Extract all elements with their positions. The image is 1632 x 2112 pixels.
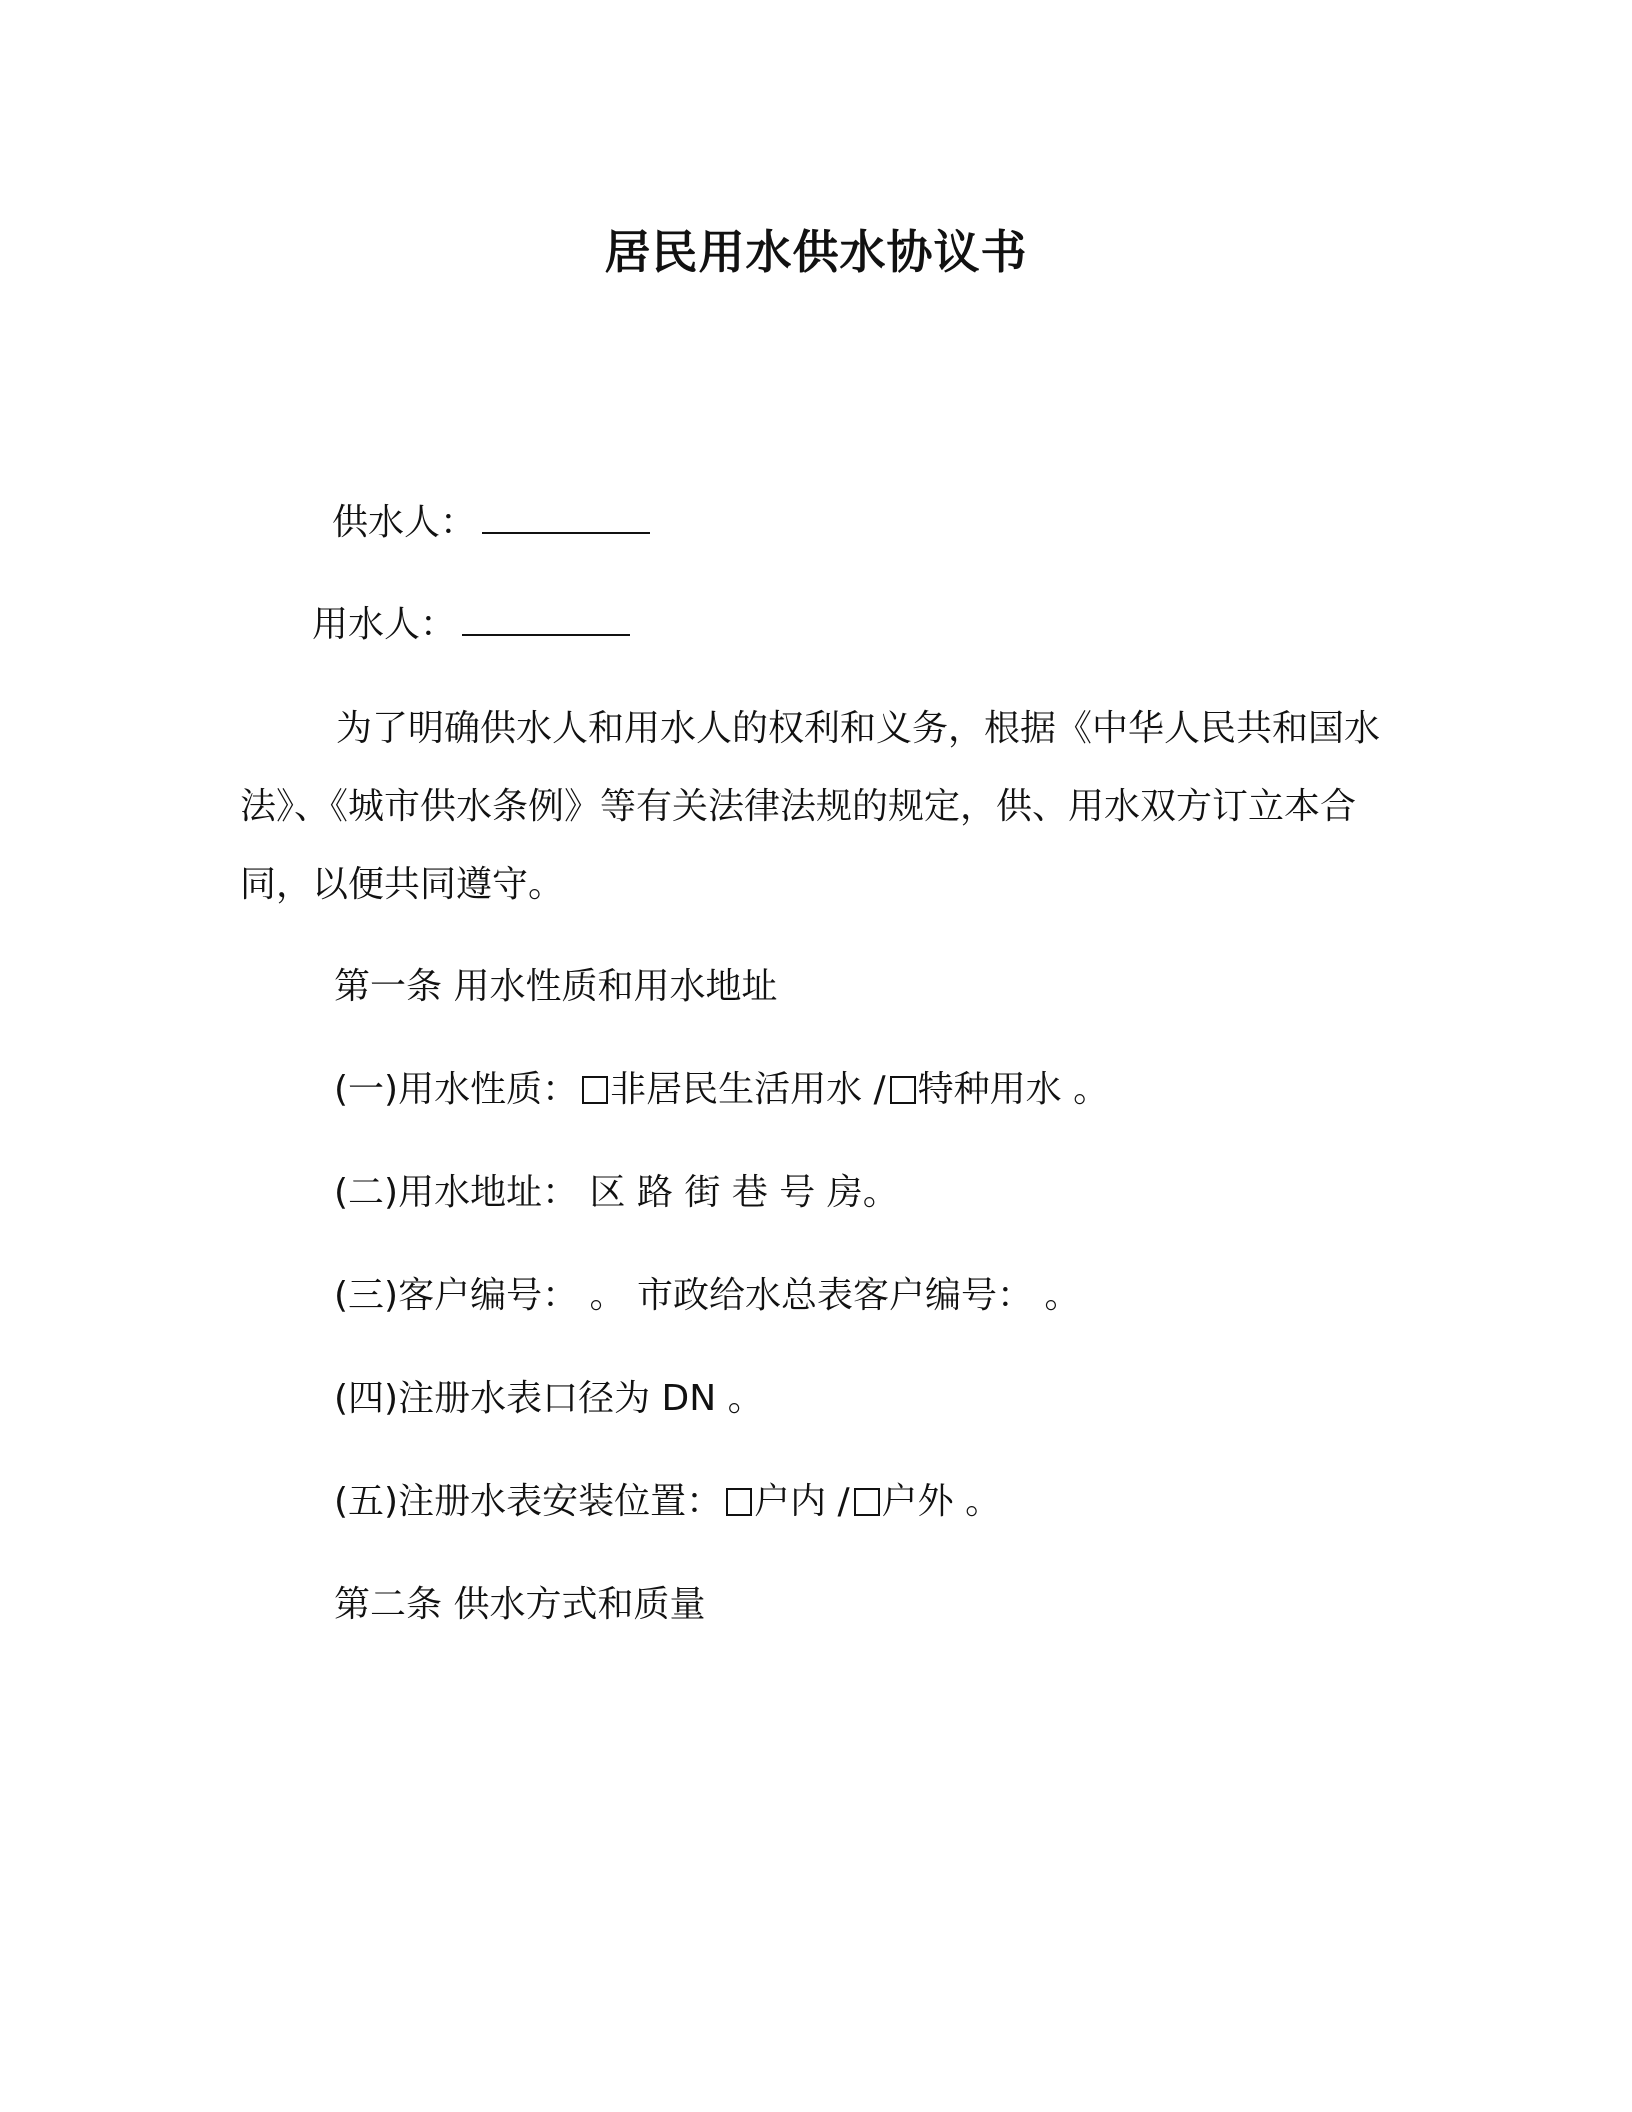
item1-prefix: (一)用水性质： <box>334 1069 579 1110</box>
checkbox-icon <box>726 1488 752 1516</box>
supplier-blank <box>482 502 650 534</box>
supplier-line <box>332 499 650 547</box>
item4-line: (四)注册水表口径为 DN 。 <box>334 1378 764 1419</box>
item5-line <box>334 1478 1001 1526</box>
checkbox-icon <box>854 1488 880 1516</box>
item5-option2: 户外 。 <box>881 1481 1002 1522</box>
item5-prefix: (五)注册水表安装位置： <box>334 1481 723 1522</box>
checkbox-icon <box>582 1076 608 1104</box>
item1-line <box>334 1066 1109 1114</box>
item2-line: (二)用水地址： 区 路 街 巷 号 房。 <box>334 1172 899 1213</box>
item1-option2: 特种用水 。 <box>917 1069 1110 1110</box>
user-label: 用水人： <box>312 604 457 645</box>
item1-option1: 非居民生活用水 / <box>610 1069 886 1110</box>
user-blank <box>462 604 630 636</box>
document-title: 居民用水供水协议书 <box>604 225 1028 279</box>
checkbox-icon <box>890 1076 916 1104</box>
article1-heading: 第一条 用水性质和用水地址 <box>334 966 778 1007</box>
article2-heading: 第二条 供水方式和质量 <box>334 1584 706 1625</box>
item3-line: (三)客户编号： 。 市政给水总表客户编号： 。 <box>334 1275 1081 1316</box>
intro-paragraph: 为了明确供水人和用水人的权利和义务，根据《中华人民共和国水法》、《城市供水条例》等有关法律法规的规定，供、用水双方订立本合同，以便共同遵守。 <box>240 708 1381 905</box>
user-line <box>312 601 630 649</box>
supplier-label: 供水人： <box>332 502 477 543</box>
item5-option1: 户内 / <box>754 1481 850 1522</box>
